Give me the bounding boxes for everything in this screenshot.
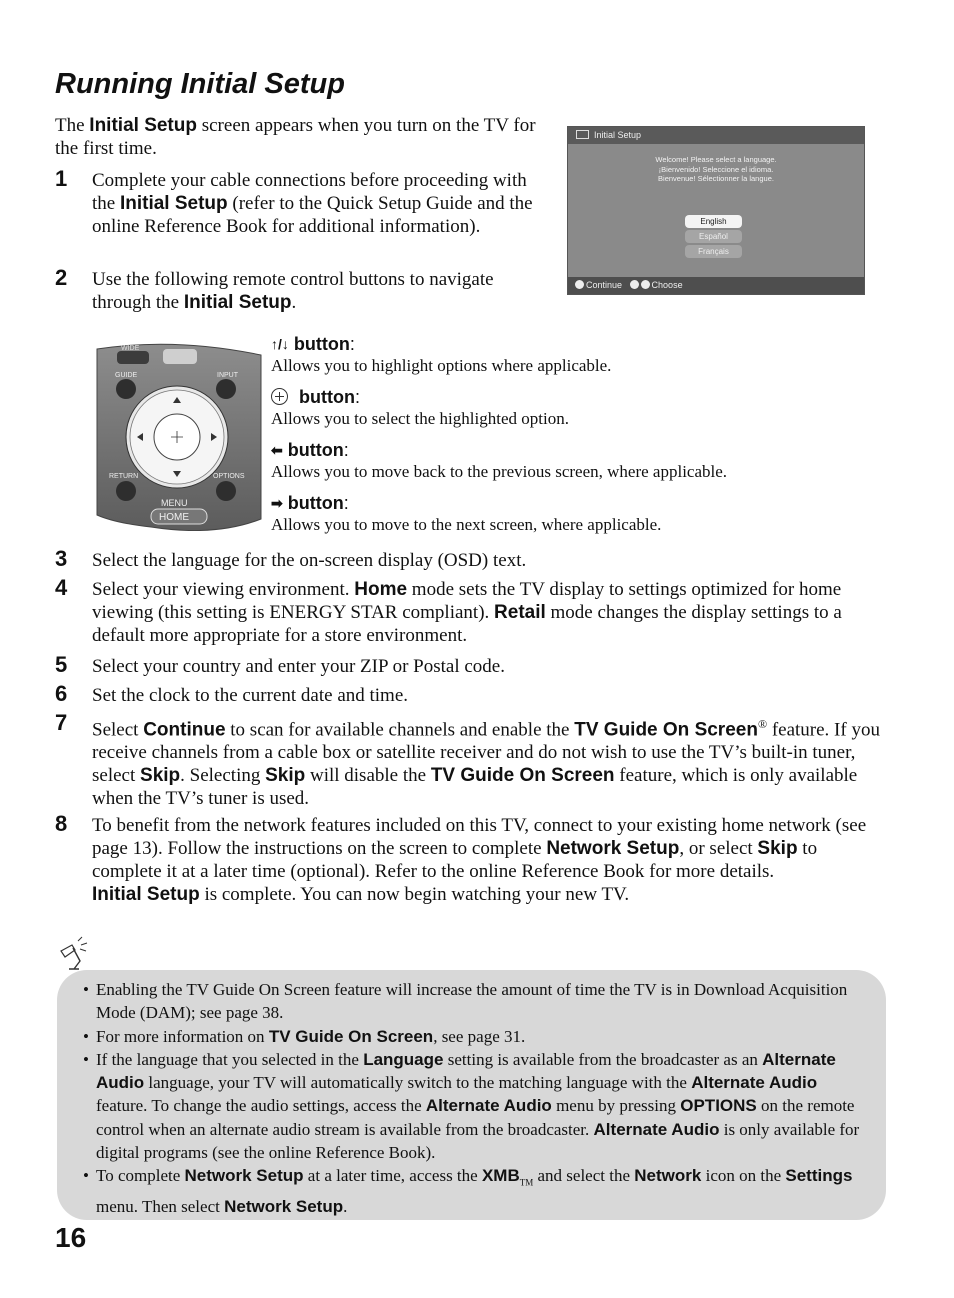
- step-6: 6 Set the clock to the current date and time.: [55, 681, 409, 706]
- step-8: 8 To benefit from the network features included on this TV, connect to your existing home network (see page 13). Follow the instructions on the screen to complete Network Setup, or select Skip to complete it at a later time (optional). Refer to the online Reference Book for more details. Initial Setup is complete. You can now begin watching your new TV.: [55, 811, 867, 905]
- right-button-desc: Allows you to move to the next screen, where applicable.: [271, 515, 662, 534]
- left-button-heading: ⬅ button:: [271, 440, 349, 460]
- button-descriptions: [271, 333, 871, 545]
- remote-home-label: HOME: [159, 512, 189, 523]
- up-icon: [630, 280, 639, 289]
- guide-button[interactable]: [116, 379, 136, 399]
- enter-button-heading: button:: [271, 386, 871, 408]
- step-number: 7: [55, 710, 68, 735]
- language-options: [685, 215, 742, 260]
- enter-icon: [575, 280, 584, 289]
- note-item: • To complete Network Setup at a later time, access the $XMB_{TM}$ and select the Network icon on the Settings menu. Then select Network Setup.: [83, 1164, 862, 1218]
- up-down-arrow-icon: ↑/↓: [271, 336, 289, 352]
- step-4: 4 Select your viewing environment. Home mode sets the TV display to settings optimized for home viewing (this setting is ENERGY STAR compliant). Retail mode changes the display settings to a default more appropriate for a store environment.: [55, 575, 842, 646]
- down-icon: [641, 280, 650, 289]
- return-button[interactable]: [116, 481, 136, 501]
- step-number: 3: [55, 546, 68, 571]
- step-3: 3 Select the language for the on-screen display (OSD) text.: [55, 546, 527, 571]
- updown-button-desc: Allows you to highlight options where applicable.: [271, 356, 612, 375]
- remote-input-label: INPUT: [217, 372, 238, 379]
- options-button[interactable]: [216, 481, 236, 501]
- remote-wide-label: WIDE: [121, 345, 140, 352]
- step-number: 4: [55, 575, 68, 600]
- screen-footer: Continue Choose: [568, 277, 864, 294]
- step-number: 5: [55, 652, 68, 677]
- updown-button-heading: ↑/↓ button:: [271, 334, 355, 354]
- welcome-message: Welcome! Please select a language. ¡Bienvenido! Seleccione el idioma. Bienvenue! Sélectionner la langue.: [655, 155, 777, 183]
- note-item: • If the language that you selected in the Language setting is available from the broadcaster as an Alternate Audio language, your TV will automatically switch to the matching language with the Alternate Audio feature. To change the audio settings, access the Alternate Audio menu by pressing OPTIONS on the remote control when an alternate audio stream is available from the broadcaster. Alternate Audio is only available for digital programs (see the online Reference Book).: [83, 1048, 862, 1164]
- step-number: 8: [55, 811, 68, 836]
- step-number: 2: [55, 265, 68, 290]
- enter-button-desc: Allows you to select the highlighted option.: [271, 409, 569, 428]
- remote-control-illustration: [95, 341, 263, 531]
- page-number: 16: [55, 1222, 87, 1253]
- page-title: Running Initial Setup: [55, 68, 345, 100]
- step-1: 1 Complete your cable connections before proceeding with the Initial Setup (refer to the Quick Setup Guide and the online Reference Book for additional information).: [55, 166, 533, 237]
- right-arrow-icon: ➡: [271, 495, 283, 511]
- tip-lamp-icon: [58, 935, 98, 975]
- step-2: 2 Use the following remote control buttons to navigate through the Initial Setup.: [55, 265, 494, 313]
- remote-return-label: RETURN: [109, 473, 139, 480]
- screen-header: Initial Setup: [568, 127, 864, 144]
- right-button-heading: ➡ button:: [271, 493, 349, 513]
- note-item: • Enabling the TV Guide On Screen feature will increase the amount of time the TV is in Download Acquisition Mode (DAM); see page 38.: [83, 978, 862, 1025]
- toolbox-icon: [576, 130, 589, 139]
- notes-box: [57, 970, 886, 1220]
- remote-options-label: OPTIONS: [213, 473, 245, 480]
- remote-guide-label: GUIDE: [115, 372, 138, 379]
- step-5: 5 Select your country and enter your ZIP or Postal code.: [55, 652, 505, 677]
- step-number: 6: [55, 681, 68, 706]
- remote-menu-label: MENU: [161, 498, 188, 508]
- language-option-francais[interactable]: Français: [685, 245, 742, 258]
- left-button-desc: Allows you to move back to the previous screen, where applicable.: [271, 462, 728, 481]
- note-item: • For more information on TV Guide On Screen, see page 31.: [83, 1025, 862, 1048]
- intro-paragraph: The Initial Setup screen appears when you turn on the TV for the first time.: [55, 115, 536, 159]
- language-option-english[interactable]: English: [685, 215, 742, 228]
- input-button[interactable]: [216, 379, 236, 399]
- step-number: 1: [55, 166, 68, 191]
- enter-circle-icon: [271, 388, 288, 405]
- left-arrow-icon: ⬅: [271, 442, 283, 458]
- initial-setup-screen: [567, 126, 865, 295]
- step-7: 7 Select Continue to scan for available channels and enable the TV Guide On Screen® feature. If you receive channels from a cable box or satellite receiver and do not wish to use the TV’s built-in tuner, select Skip. Selecting Skip will disable the TV Guide On Screen feature, which is only available when the TV’s tuner is used.: [55, 710, 880, 810]
- language-option-espanol[interactable]: Español: [685, 230, 742, 243]
